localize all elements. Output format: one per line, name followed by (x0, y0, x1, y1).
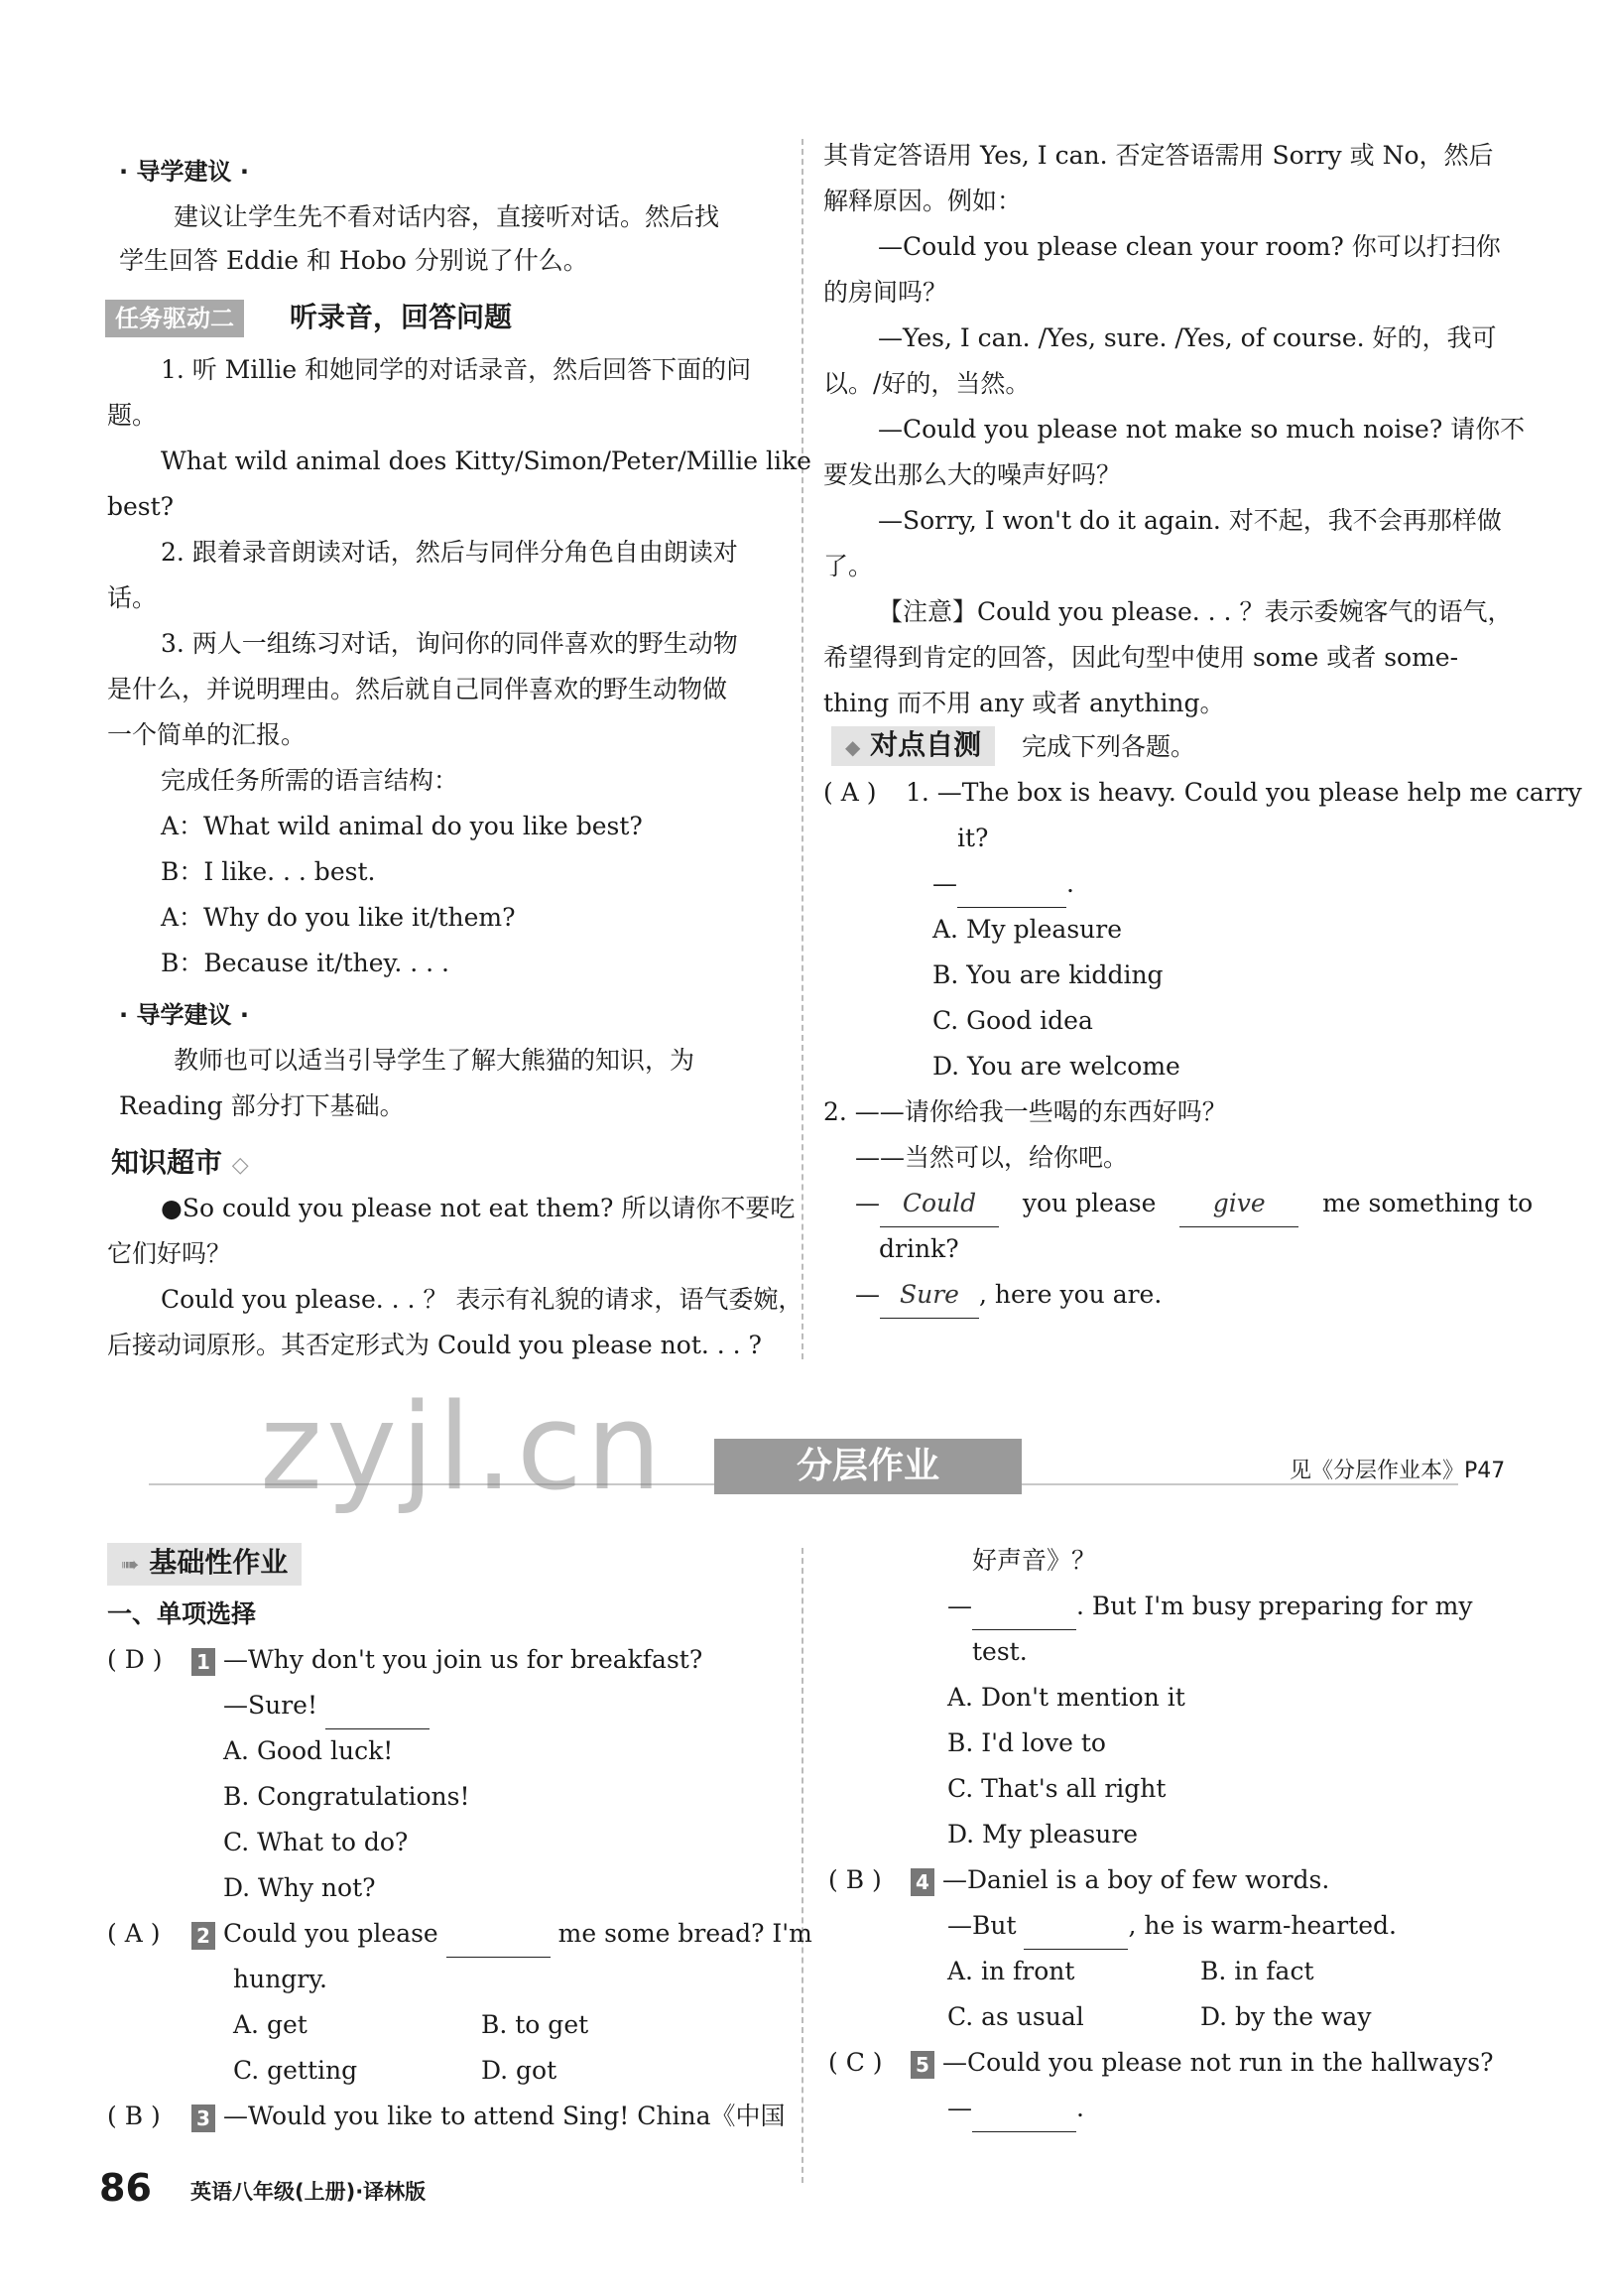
question-text (947, 1903, 1397, 1950)
fill-line: — Sure , here you are. (855, 1272, 1162, 1319)
option-c: C. Good idea (932, 1006, 1093, 1035)
question-text (911, 1857, 1329, 1903)
answer-blank[interactable]: Could (880, 1181, 999, 1227)
dash: — (947, 1592, 972, 1620)
fill-text: you please (1022, 1189, 1157, 1217)
knowledge-title-text: 知识超市 (111, 1146, 223, 1179)
option-a: A. in front (947, 1957, 1075, 1985)
workbook-reference: 见《分层作业本》P47 (1290, 1459, 1506, 1483)
example-line: 的房间吗？ (823, 278, 948, 307)
question-text: ——当然可以，给你吧。 (855, 1143, 1129, 1172)
question-text (191, 2094, 786, 2139)
option-b: B. in fact (1200, 1957, 1314, 1985)
question-text: test. (972, 1637, 1028, 1666)
question-stem: . But I'm busy preparing for my (1076, 1592, 1473, 1620)
answer-blank[interactable] (957, 861, 1066, 908)
option-d: D. got (481, 2056, 557, 2085)
task-paragraph: 一个简单的汇报。 (107, 720, 307, 749)
question-stem: me some bread? I'm (557, 1919, 812, 1948)
example-line: —Yes, I can. /Yes, sure. /Yes, of course. 好的，我可 (878, 323, 1497, 352)
task-question: What wild animal does Kitty/Simon/Peter/Millie like (161, 446, 811, 475)
option-c: C. as usual (947, 2002, 1084, 2031)
answer-blank[interactable] (972, 1584, 1076, 1630)
task-title: 听录音，回答问题 (290, 301, 513, 333)
task-question: best? (107, 492, 175, 521)
question-number: 1 (191, 1648, 215, 1676)
guide-tip-text: 建议让学生先不看对话内容，直接听对话。然后找 (174, 202, 720, 231)
answer-blank[interactable]: Sure (880, 1272, 979, 1319)
question-number: 3 (191, 2105, 215, 2132)
fill-text: me something to (1322, 1189, 1534, 1217)
answer-blank[interactable] (972, 2086, 1076, 2132)
diamond-icon: ◇ (231, 1153, 249, 1178)
structure-line: B：Because it/they. . . . (161, 949, 449, 977)
option-a: A. Good luck! (223, 1736, 394, 1765)
option-b: B. You are kidding (932, 960, 1164, 989)
question-stem: , he is warm-hearted. (1128, 1911, 1397, 1940)
option-c: C. getting (233, 2056, 358, 2085)
question-stem: —Daniel is a boy of few words. (941, 1865, 1330, 1894)
note-text: 希望得到肯定的回答，因此句型中使用 some 或者 some- (823, 643, 1459, 672)
question-stem: —But (947, 1911, 1017, 1940)
part-title: 一、单项选择 (107, 1599, 257, 1628)
example-line: 以。/好的，当然。 (823, 369, 1031, 398)
option-a: A. My pleasure (932, 915, 1122, 944)
option-b: B. I'd love to (947, 1728, 1106, 1757)
answer-blank[interactable]: give (1179, 1181, 1298, 1227)
note-text: thing 而不用 any 或者 anything。 (823, 689, 1225, 717)
self-test-title-text: 对点自测 (870, 728, 982, 761)
example-line: 要发出那么大的噪声好吗？ (823, 460, 1122, 489)
option-b: B. Congratulations! (223, 1782, 470, 1811)
task-paragraph: 题。 (107, 401, 158, 430)
question-text: — . (947, 2086, 1084, 2132)
task-paragraph: 2. 跟着录音朗读对话，然后与同伴分角色自由朗读对 (161, 538, 738, 567)
book-title: 英语八年级(上册)·译林版 (190, 2180, 427, 2204)
explanation-text: 解释原因。例如： (823, 187, 1023, 215)
question-number: 5 (911, 2051, 934, 2079)
question-number: 4 (911, 1868, 934, 1896)
section-banner: 分层作业 (714, 1439, 1022, 1494)
question-answer: ( A ) (823, 778, 877, 807)
example-line: 了。 (823, 552, 874, 580)
self-test-title (831, 726, 995, 766)
page-number: 86 (99, 2166, 152, 2210)
question-text (191, 1911, 812, 1958)
question-stem: —Could you please not run in the hallways? (941, 2048, 1494, 2077)
question-stem: —Would you like to attend Sing! China《中国 (222, 2102, 786, 2130)
watermark: zyjl.cn (260, 1379, 666, 1517)
question-text (223, 1683, 430, 1729)
answer-blank[interactable] (446, 1911, 551, 1958)
question-stem: —Why don't you join us for breakfast? (222, 1645, 703, 1674)
dash: — (932, 869, 957, 898)
example-line: —Could you please not make so much noise? 请你不 (878, 415, 1526, 444)
guide-tip-label: · 导学建议 · (119, 1001, 249, 1029)
basic-homework-title-text: 基础性作业 (149, 1546, 289, 1579)
guide-tip-label: · 导学建议 · (119, 158, 249, 186)
question-answer: ( B ) (828, 1865, 882, 1894)
question-text: hungry. (233, 1965, 328, 1993)
answer-blank[interactable] (325, 1683, 430, 1729)
knowledge-text: 后接动词原形。其否定形式为 Could you please not. . . ? (107, 1331, 762, 1359)
task-paragraph: 话。 (107, 583, 158, 612)
task-paragraph: 3. 两人一组练习对话，询问你的同伴喜欢的野生动物 (161, 629, 738, 658)
fill-line: drink? (879, 1234, 959, 1263)
option-a: A. get (233, 2010, 308, 2039)
question-text (947, 1584, 1472, 1630)
question-answer: ( C ) (828, 2048, 883, 2077)
guide-tip-text: Reading 部分打下基础。 (119, 1091, 405, 1120)
fill-text: , here you are. (979, 1280, 1163, 1309)
self-test-instruction: 完成下列各题。 (1022, 732, 1196, 761)
option-b: B. to get (481, 2010, 589, 2039)
question-text: 1. —The box is heavy. Could you please help me carry (906, 778, 1582, 807)
answer-line: — . (932, 861, 1074, 908)
diamond-icon: ◆ (845, 735, 861, 759)
option-a: A. Don't mention it (947, 1683, 1185, 1712)
question-number: 2 (191, 1922, 215, 1950)
task-tag: 任务驱动二 (105, 300, 244, 337)
column-divider-top (802, 139, 803, 1359)
structure-line: B：I like. . . best. (161, 857, 376, 886)
option-d: D. Why not? (223, 1873, 376, 1902)
dash: — (947, 2094, 972, 2122)
fill-line: — Could you please give me something to (855, 1181, 1533, 1227)
question-text: 好声音》？ (972, 1546, 1097, 1575)
arrow-icon: ➠ (121, 1553, 140, 1578)
knowledge-title (111, 1141, 249, 1181)
column-divider-bottom (802, 1548, 803, 2183)
question-stem: Could you please (222, 1919, 438, 1948)
structure-line: A：Why do you like it/them? (161, 903, 516, 932)
question-text: it? (957, 824, 989, 852)
question-text: 2. ——请你给我一些喝的东西好吗？ (823, 1097, 1227, 1126)
question-answer: ( D ) (107, 1645, 163, 1674)
option-d: D. My pleasure (947, 1820, 1139, 1849)
question-text (191, 1637, 702, 1683)
question-answer: ( A ) (107, 1919, 161, 1948)
question-stem: —Sure! (223, 1691, 318, 1720)
knowledge-text: Could you please. . . ？ 表示有礼貌的请求，语气委婉， (161, 1285, 803, 1314)
option-d: D. by the way (1200, 2002, 1372, 2031)
task-paragraph: 是什么，并说明理由。然后就自己同伴喜欢的野生动物做 (107, 675, 728, 703)
answer-blank[interactable] (1024, 1903, 1128, 1950)
example-line: —Could you please clean your room? 你可以打扫你 (878, 232, 1501, 261)
option-c: C. What to do? (223, 1828, 409, 1856)
guide-tip-text: 教师也可以适当引导学生了解大熊猫的知识，为 (174, 1046, 695, 1075)
option-c: C. That's all right (947, 1774, 1167, 1803)
knowledge-text: 它们好吗？ (107, 1239, 232, 1268)
example-line: —Sorry, I won't do it again. 对不起，我不会再那样做 (878, 506, 1502, 535)
question-answer: ( B ) (107, 2102, 161, 2130)
structure-line: A：What wild animal do you like best? (161, 812, 643, 840)
question-text (911, 2040, 1494, 2086)
knowledge-text: ●So could you please not eat them? 所以请你不要吃 (161, 1194, 796, 1222)
option-d: D. You are welcome (932, 1052, 1180, 1081)
note-text: 【注意】Could you please. . . ？表示委婉客气的语气， (878, 597, 1513, 626)
explanation-text: 其肯定答语用 Yes, I can. 否定答语需用 Sorry 或 No，然后 (823, 141, 1494, 170)
guide-tip-text: 学生回答 Eddie 和 Hobo 分别说了什么。 (119, 246, 588, 275)
task-paragraph: 1. 听 Millie 和她同学的对话录音，然后回答下面的问 (161, 355, 752, 384)
structure-label: 完成任务所需的语言结构： (161, 766, 459, 795)
basic-homework-title (107, 1543, 302, 1586)
